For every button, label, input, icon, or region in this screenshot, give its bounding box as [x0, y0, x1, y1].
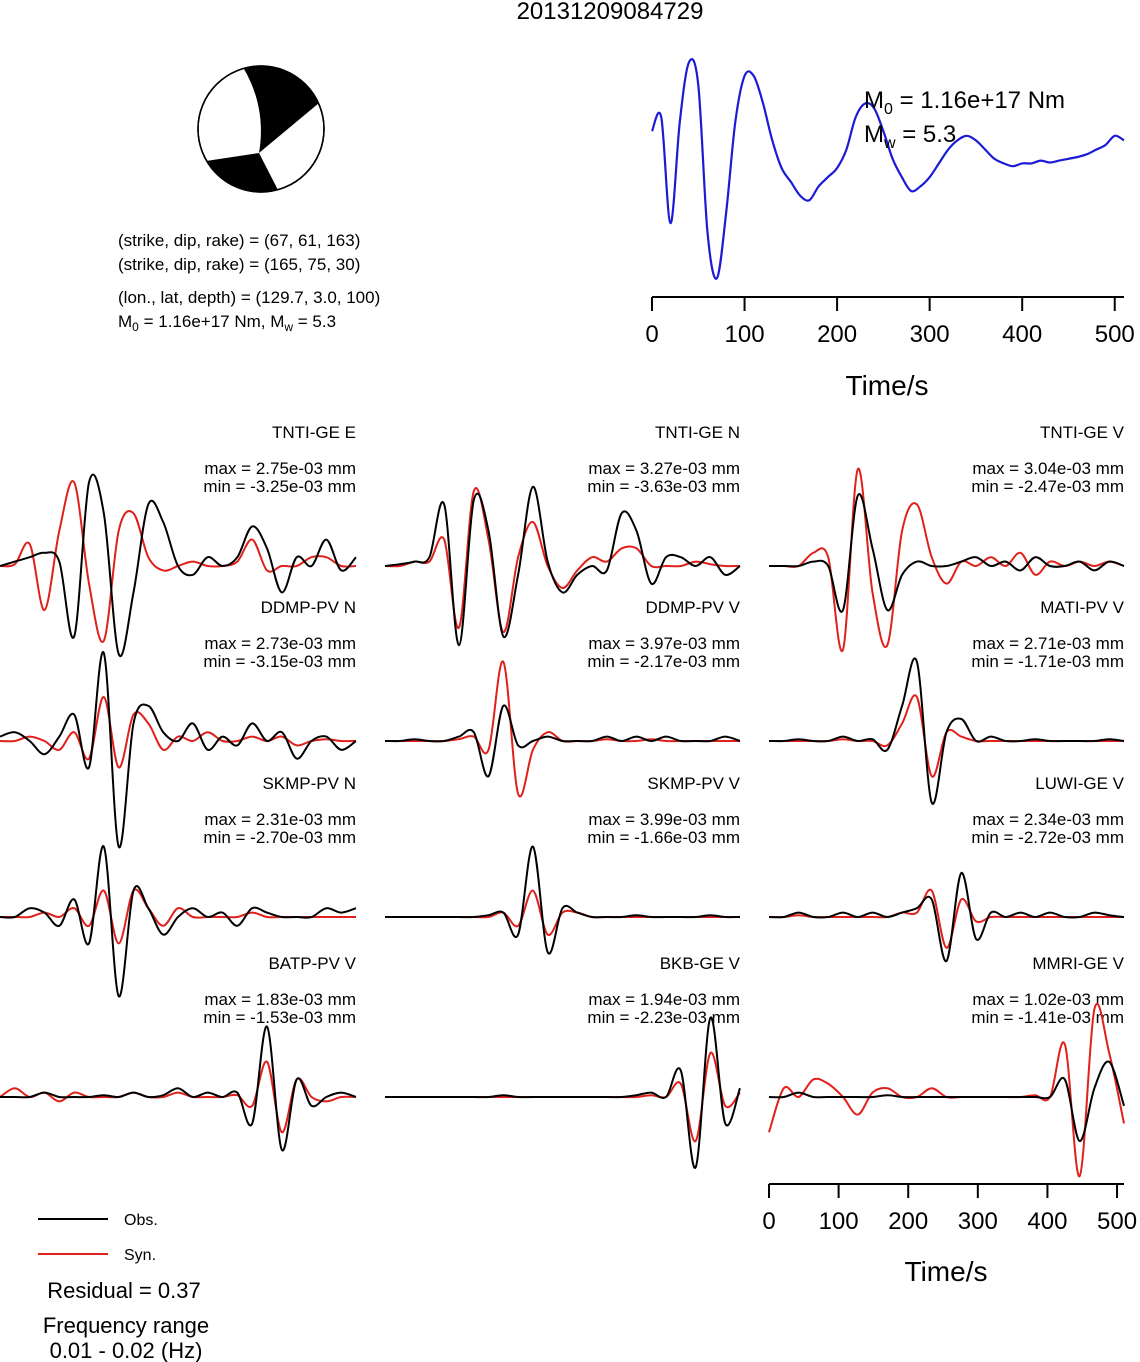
station-label: DDMP-PV N	[260, 598, 356, 617]
max-amplitude-label: max = 3.97e-03 mm	[588, 634, 740, 653]
observed-trace	[385, 1017, 740, 1168]
min-amplitude-label: min = -1.66e-03 mm	[587, 828, 740, 847]
station-label: BATP-PV V	[268, 954, 356, 973]
synthetic-trace	[385, 891, 740, 935]
legend-obs-label: Obs.	[124, 1212, 158, 1229]
min-amplitude-label: min = -2.17e-03 mm	[587, 652, 740, 671]
max-amplitude-label: max = 3.99e-03 mm	[588, 810, 740, 829]
synthetic-trace	[0, 481, 356, 642]
min-amplitude-label: min = -2.47e-03 mm	[971, 477, 1124, 496]
max-amplitude-label: max = 1.02e-03 mm	[972, 990, 1124, 1009]
waveform-tick-label: 400	[1027, 1208, 1068, 1235]
observed-trace	[385, 705, 740, 776]
stf-tick-label: 200	[817, 321, 858, 348]
station-label: TNTI-GE N	[655, 423, 740, 442]
station-label: SKMP-PV V	[647, 774, 740, 793]
station-label: LUWI-GE V	[1035, 774, 1124, 793]
residual-label: Residual = 0.37	[47, 1278, 201, 1303]
max-amplitude-label: max = 3.27e-03 mm	[588, 459, 740, 478]
station-label: TNTI-GE E	[271, 423, 356, 442]
min-amplitude-label: min = -2.23e-03 mm	[587, 1008, 740, 1027]
min-amplitude-label: min = -2.70e-03 mm	[203, 828, 356, 847]
station-label: BKB-GE V	[659, 954, 740, 973]
waveform-panel	[385, 598, 741, 797]
stf-tick-label: 500	[1094, 321, 1135, 348]
frequency-range-title: Frequency range	[42, 1313, 210, 1338]
observed-trace	[385, 487, 740, 645]
max-amplitude-label: max = 2.75e-03 mm	[204, 459, 356, 478]
stf-m0-label: $M_0 = 1.16e+17$ Nm	[864, 87, 1066, 118]
station-label: TNTI-GE V	[1039, 423, 1124, 442]
legend-syn-label: Syn.	[124, 1247, 157, 1264]
synthetic-trace	[0, 697, 356, 768]
min-amplitude-label: min = -3.63e-03 mm	[587, 477, 740, 496]
waveform-panel	[769, 954, 1125, 1176]
stf-axis-label: Time/s	[845, 370, 929, 401]
min-amplitude-label: min = -1.71e-03 mm	[971, 652, 1124, 671]
waveform-tick-label: 0	[762, 1208, 776, 1235]
station-label: MMRI-GE V	[1032, 954, 1124, 973]
min-amplitude-label: min = -1.53e-03 mm	[203, 1008, 356, 1027]
waveform-panel	[385, 954, 741, 1168]
station-label: DDMP-PV V	[645, 598, 740, 617]
max-amplitude-label: max = 2.73e-03 mm	[204, 634, 356, 653]
waveform-panels	[0, 423, 1125, 1176]
observed-trace	[769, 1061, 1124, 1141]
max-amplitude-label: max = 2.34e-03 mm	[972, 810, 1124, 829]
waveform-axis-label: Time/s	[904, 1256, 988, 1287]
waveform-panel	[0, 954, 357, 1151]
mechanism-plane-2: (strike, dip, rake) = (165, 75, 30)	[118, 255, 361, 274]
figure-title: 20131209084729	[516, 0, 704, 25]
max-amplitude-label: max = 1.83e-03 mm	[204, 990, 356, 1009]
observed-trace	[385, 847, 740, 954]
mechanism-plane-1: (strike, dip, rake) = (67, 61, 163)	[118, 231, 361, 250]
max-amplitude-label: max = 2.71e-03 mm	[972, 634, 1124, 653]
frequency-range-value: 0.01 - 0.02 (Hz)	[49, 1338, 203, 1362]
waveform-panel	[385, 774, 741, 954]
max-amplitude-label: max = 3.04e-03 mm	[972, 459, 1124, 478]
min-amplitude-label: min = -3.15e-03 mm	[203, 652, 356, 671]
waveform-tick-label: 100	[818, 1208, 859, 1235]
station-label: SKMP-PV N	[262, 774, 356, 793]
waveform-tick-label: 500	[1097, 1208, 1138, 1235]
observed-trace	[769, 494, 1124, 612]
stf-tick-label: 400	[1002, 321, 1043, 348]
waveform-tick-label: 200	[888, 1208, 929, 1235]
min-amplitude-label: min = -1.41e-03 mm	[971, 1008, 1124, 1027]
min-amplitude-label: min = -2.72e-03 mm	[971, 828, 1124, 847]
stf-time-axis	[645, 297, 1134, 348]
observed-trace	[0, 1026, 356, 1150]
moment-magnitude-line: $M_0 = 1.16e+17$ Nm, $M_w = 5.3$	[118, 312, 337, 334]
synthetic-trace	[0, 1061, 356, 1132]
waveform-tick-label: 300	[957, 1208, 998, 1235]
waveform-time-axis	[762, 1184, 1137, 1235]
waveform-panel	[0, 423, 356, 656]
synthetic-trace	[769, 890, 1124, 948]
stf-tick-label: 300	[909, 321, 950, 348]
min-amplitude-label: min = -3.25e-03 mm	[203, 477, 356, 496]
max-amplitude-label: max = 2.31e-03 mm	[204, 810, 356, 829]
source-location: (lon., lat, depth) = (129.7, 3.0, 100)	[118, 288, 381, 307]
stf-mw-label: $M_w = 5.3$	[864, 121, 957, 152]
station-label: MATI-PV V	[1040, 598, 1124, 617]
stf-tick-label: 0	[645, 321, 659, 348]
focal-mechanism-beachball-icon	[198, 66, 324, 192]
legend	[38, 1212, 158, 1264]
synthetic-trace	[769, 1004, 1124, 1177]
max-amplitude-label: max = 1.94e-03 mm	[588, 990, 740, 1009]
waveform-panel	[769, 774, 1125, 961]
stf-tick-label: 100	[724, 321, 765, 348]
observed-trace	[0, 846, 356, 997]
